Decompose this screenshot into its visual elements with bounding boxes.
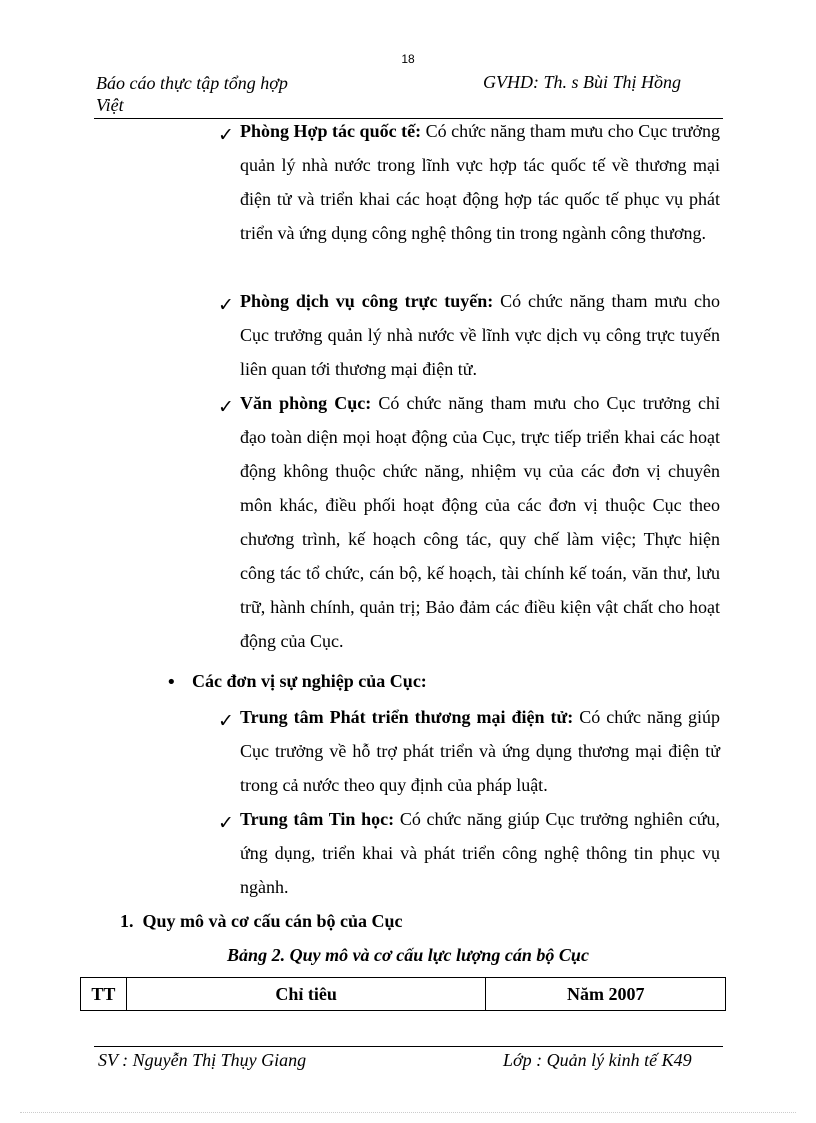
table-caption: Bảng 2. Quy mô và cơ cấu lực lượng cán bộ Cục [227, 945, 589, 965]
footer-right: Lớp : Quản lý kinh tế K49 [503, 1050, 692, 1070]
checkmark-icon: ✓ [218, 396, 234, 418]
paragraph-title: Trung tâm Tin học: [240, 809, 395, 829]
header-left [96, 72, 288, 116]
paragraph-text: Có chức năng giúp Cục trưởng về hỗ trợ phát triển và ứng dụng thương mại điện tử trong cả nước theo quy định của pháp luật. [240, 707, 721, 795]
header-left-title: Báo cáo thực tập tổng hợp [96, 73, 288, 93]
footer-left: SV : Nguyễn Thị Thụy Giang [98, 1050, 307, 1070]
paragraph-van-phong-cuc [240, 386, 720, 658]
table-header-row [81, 978, 726, 1011]
header-left-wrap: Việt [96, 95, 124, 115]
footer-divider [94, 1046, 723, 1047]
section-heading [120, 904, 402, 938]
bullet-heading: Các đơn vị sự nghiệp của Cục: [192, 671, 427, 691]
paragraph-trung-tam-tin-hoc [240, 802, 720, 904]
checkmark-icon: ✓ [218, 294, 234, 316]
page-number: 18 [401, 52, 415, 66]
checkmark-icon: ✓ [218, 710, 234, 732]
section-title: Quy mô và cơ cấu cán bộ của Cục [142, 911, 403, 931]
table-header-cell: TT [81, 978, 127, 1011]
paragraph-text: Có chức năng tham mưu cho Cục trưởng quản lý nhà nước trong lĩnh vực hợp tác quốc tế về thương mại điện tử và triển khai các hoạt động hợp tác quốc tế phục vụ phát triển và ứng dụng công nghệ thông tin trong ngành công thương. [240, 121, 721, 243]
bullet-dot-icon: • [166, 672, 177, 693]
paragraph-phong-hop-tac [240, 114, 720, 250]
checkmark-icon: ✓ [218, 124, 234, 146]
paragraph-trung-tam-tmdt [240, 700, 720, 802]
section-number: 1. [120, 911, 134, 931]
paragraph-text: Có chức năng tham mưu cho Cục trưởng quản lý nhà nước về lĩnh vực dịch vụ công trực tuyến liên quan tới thương mại điện tử. [240, 291, 721, 379]
table-header-cell: Năm 2007 [486, 978, 726, 1011]
table-header-cell: Chỉ tiêu [126, 978, 486, 1011]
paragraph-title: Phòng dịch vụ công trực tuyến: [240, 291, 494, 311]
paragraph-dich-vu-cong [240, 284, 720, 386]
header-right: GVHD: Th. s Bùi Thị Hồng [483, 72, 682, 92]
paragraph-text: Có chức năng tham mưu cho Cục trưởng chỉ đạo toàn diện mọi hoạt động của Cục, trực tiếp triển khai các hoạt động không thuộc chức năng, nhiệm vụ của các đơn vị chuyên môn khác, điều phối hoạt động của các đơn vị thuộc Cục theo chương trình, kế hoạch công tác, quy chế làm việc; Thực hiện công tác tổ chức, cán bộ, kế hoạch, tài chính kế toán, văn thư, lưu trữ, hành chính, quản trị; Bảo đảm các điều kiện vật chất cho hoạt động của Cục. [240, 393, 720, 651]
data-table [80, 977, 726, 1011]
page-edge-divider [20, 1112, 796, 1113]
paragraph-text: Có chức năng giúp Cục trưởng nghiên cứu, ứng dụng, triển khai và phát triển công nghệ thông tin phục vụ ngành. [240, 809, 720, 897]
paragraph-title: Trung tâm Phát triển thương mại điện tử: [240, 707, 574, 727]
checkmark-icon: ✓ [218, 812, 234, 834]
paragraph-title: Văn phòng Cục: [240, 393, 372, 413]
paragraph-title: Phòng Hợp tác quốc tế: [240, 121, 422, 141]
